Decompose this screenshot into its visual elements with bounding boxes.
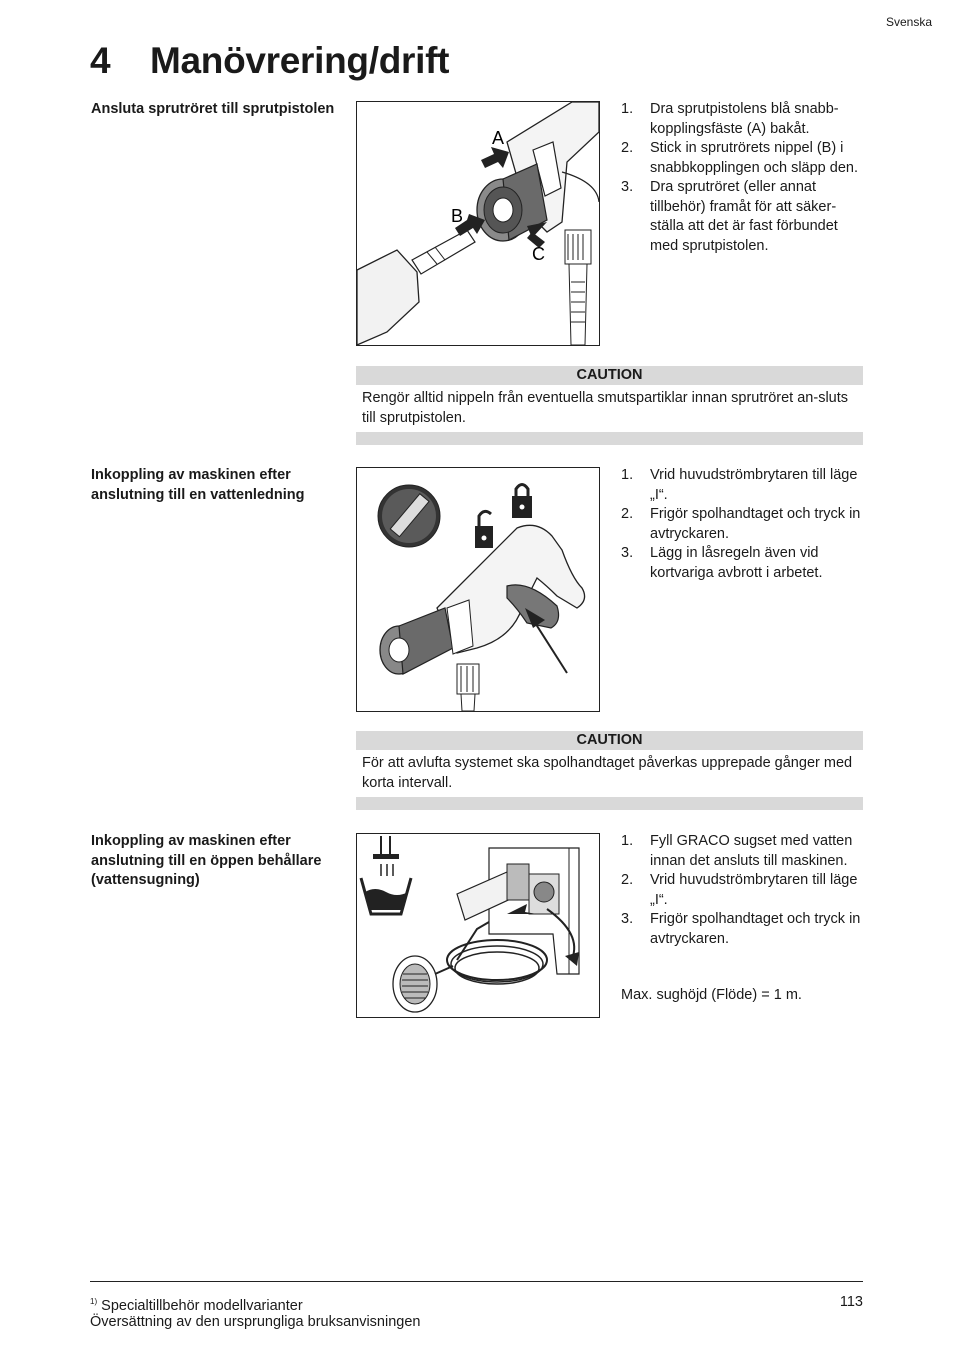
- step-item: 2. Stick in sprutrörets nippel (B) i snabbkopplingen och släpp den.: [621, 140, 858, 176]
- unlock-icon: [475, 511, 493, 548]
- step-item: 1. Dra sprutpistolens blå snabb-kopplingsfäste (A) bakåt.: [621, 101, 839, 137]
- step-item: 3. Lägg in låsregeln även vid kortvariga avbrott i arbetet.: [621, 545, 823, 581]
- footnote-mark: 1): [90, 1297, 98, 1306]
- caution-label: CAUTION: [356, 731, 863, 750]
- figure-label-a: A: [492, 128, 505, 148]
- lock-icon: [512, 485, 532, 519]
- chapter-title-text: Manövrering/drift: [150, 40, 450, 81]
- steps-list-open-tank: [621, 832, 866, 949]
- step-item: 2. Frigör spolhandtaget och tryck in avtryckaren.: [621, 506, 861, 542]
- section-heading-water-line: Inkoppling av maskinen efter anslutning till en vattenledning: [91, 467, 305, 503]
- step-item: 2. Vrid huvudströmbrytaren till läge „I“.: [621, 872, 858, 908]
- figure-suction-set: [356, 833, 600, 1018]
- section-heading-open-tank: Inkoppling av maskinen efter anslutning till en öppen behållare (vattensugning): [91, 833, 322, 888]
- caution-label: CAUTION: [356, 366, 863, 385]
- steps-list-connect-lance: [621, 100, 866, 256]
- caution-text: Rengör alltid nippeln från eventuella smutspartiklar innan sprutröret an-sluts till sprutpistolen.: [362, 390, 849, 426]
- footer-divider: [90, 1281, 863, 1282]
- caution-text: För att avlufta systemet ska spolhandtaget påverkas upprepade gånger med korta intervall.: [362, 755, 853, 791]
- steps-list-water-line: [621, 466, 866, 583]
- figure-connect-lance: [356, 101, 600, 346]
- chapter-number: 4: [90, 40, 111, 81]
- chapter-title: [90, 40, 449, 82]
- step-item: 3. Dra sprutröret (eller annat tillbehör) framåt för att säker-ställa att det är fast förbundet med sprutpistolen.: [621, 179, 838, 254]
- step-item: 1. Fyll GRACO sugset med vatten innan det ansluts till maskinen.: [621, 833, 853, 869]
- step-item: 3. Frigör spolhandtaget och tryck in avtryckaren.: [621, 911, 861, 947]
- figure-label-c: C: [532, 244, 545, 264]
- page-number: 113: [839, 1294, 863, 1310]
- caution-box-bleed-system: [356, 731, 863, 810]
- translation-note: Översättning av den ursprungliga bruksanvisningen: [90, 1314, 421, 1330]
- step-item: 1. Vrid huvudströmbrytaren till läge „I“.: [621, 467, 858, 503]
- language-label: Svenska: [885, 15, 932, 29]
- section-heading-connect-lance: Ansluta sprutröret till sprutpistolen: [91, 101, 335, 117]
- footnote-text: Specialtillbehör modellvarianter: [101, 1297, 303, 1314]
- caution-footer-bar: [356, 797, 863, 810]
- caution-box-clean-nipple: [356, 366, 863, 445]
- max-suction-height-note: Max. sughöjd (Flöde) = 1 m.: [621, 987, 802, 1003]
- figure-trigger-lock: [356, 467, 600, 712]
- figure-label-b: B: [451, 206, 464, 226]
- caution-footer-bar: [356, 432, 863, 445]
